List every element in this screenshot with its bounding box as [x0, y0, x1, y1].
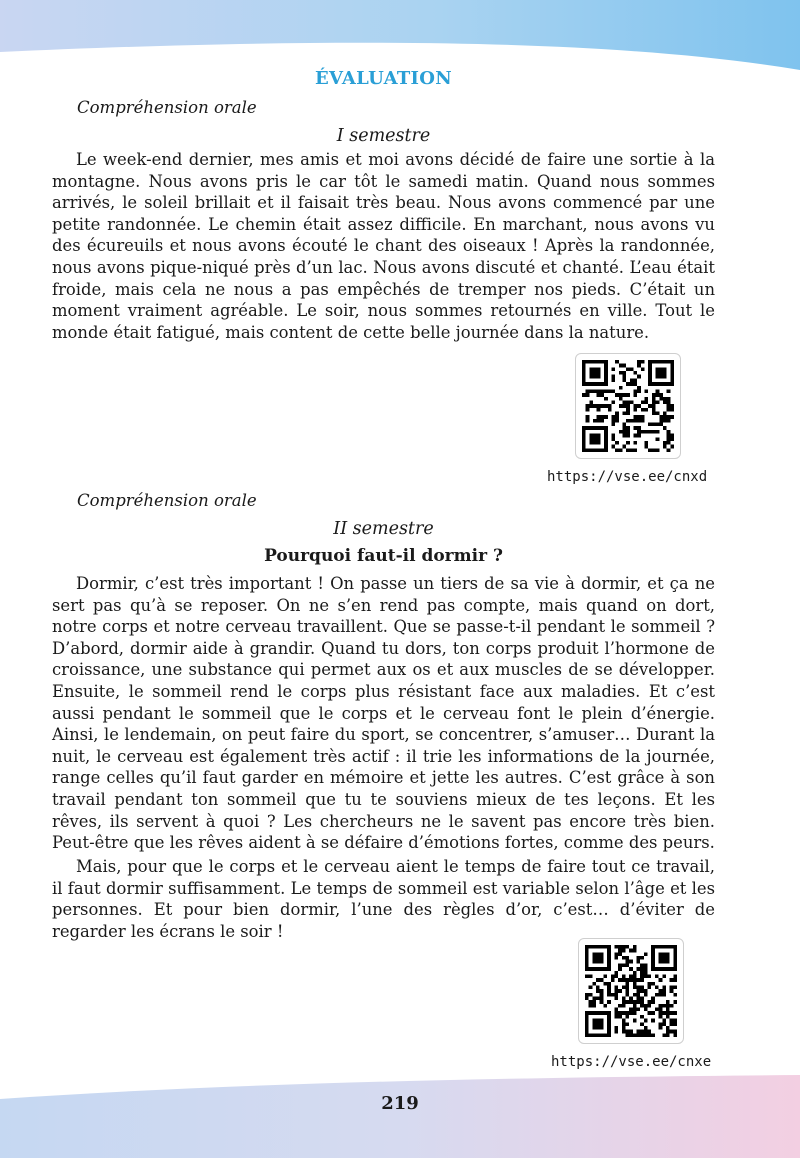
- text-title: Pourquoi faut-il dormir ?: [264, 546, 503, 566]
- qr-code-link-2[interactable]: [578, 938, 684, 1044]
- qr-url-2[interactable]: https://vse.ee/cnxe: [551, 1054, 712, 1070]
- paragraph-weekend: Le week-end dernier, mes amis et moi avons décidé de faire une sortie à la montagne. Nous avons pris le car tôt le samedi matin. Quand nous sommes arrivés, le soleil brillait et il faisait très beau. Nous avons commencé par une petite randonnée. Le chemin était assez difficile. En marchant, nous avons vu des écureuils et nous avons écouté le chant des oiseaux ! Après la randonnée, nous avons pique-niqué près d’un lac. Nous avons discuté et chanté. L’eau était froide, mais cela ne nous a pas empêchés de tremper nos pieds. C’était un moment vraiment agréable. Le soir, nous sommes retournés en ville. Tout le monde était fatigué, mais content de cette belle journée dans la nature.: [52, 150, 715, 342]
- qr-code-icon: [585, 945, 677, 1037]
- bottom-decorative-band: [0, 1075, 800, 1158]
- page-title: ÉVALUATION: [315, 68, 452, 89]
- qr-url-1[interactable]: https://vse.ee/cnxd: [547, 469, 708, 485]
- semester-heading-1: I semestre: [336, 126, 431, 146]
- qr-code-link-1[interactable]: [575, 353, 681, 459]
- qr-code-icon: [582, 360, 674, 452]
- section-label-oral-2: Compréhension orale: [77, 491, 257, 510]
- paragraph-sleep-2: Mais, pour que le corps et le cerveau aient le temps de faire tout ce travail, il faut dormir suffisamment. Le temps de sommeil est variable selon l’âge et les personnes. Et pour bien dormir, l’une des règles d’or, c’est… d’éviter de regarder les écrans le soir !: [52, 857, 715, 941]
- semester-heading-2: II semestre: [333, 519, 434, 539]
- paragraph-sleep-1: Dormir, c’est très important ! On passe un tiers de sa vie à dormir, et ça ne sert pas qu’à se reposer. On ne s’en rend pas compte, mais quand on dort, notre corps et notre cerveau travaillent. Que se passe-t-il pendant le sommeil ? D’abord, dormir aide à grandir. Quand tu dors, ton corps produit l’hormone de croissance, une substance qui permet aux os et aux muscles de se développer. Ensuite, le sommeil rend le corps plus résistant face aux maladies. Et c’est aussi pendant le sommeil que le corps et le cerveau font le plein d’énergie. Ainsi, le lendemain, on peut faire du sport, se concentrer, s’amuser… Durant la nuit, le cerveau est également très actif : il trie les informations de la journée, range celles qu’il faut garder en mémoire et jette les autres. C’est grâce à son travail pendant ton sommeil que tu te souviens mieux de tes leçons. Et les rêves, ils servent à quoi ? Les chercheurs ne le savent pas encore très bien. Peut-être que les rêves aident à se défaire d’émotions fortes, comme des peurs.: [52, 574, 715, 853]
- section-label-oral-1: Compréhension orale: [77, 98, 257, 117]
- page-number: 219: [381, 1093, 419, 1114]
